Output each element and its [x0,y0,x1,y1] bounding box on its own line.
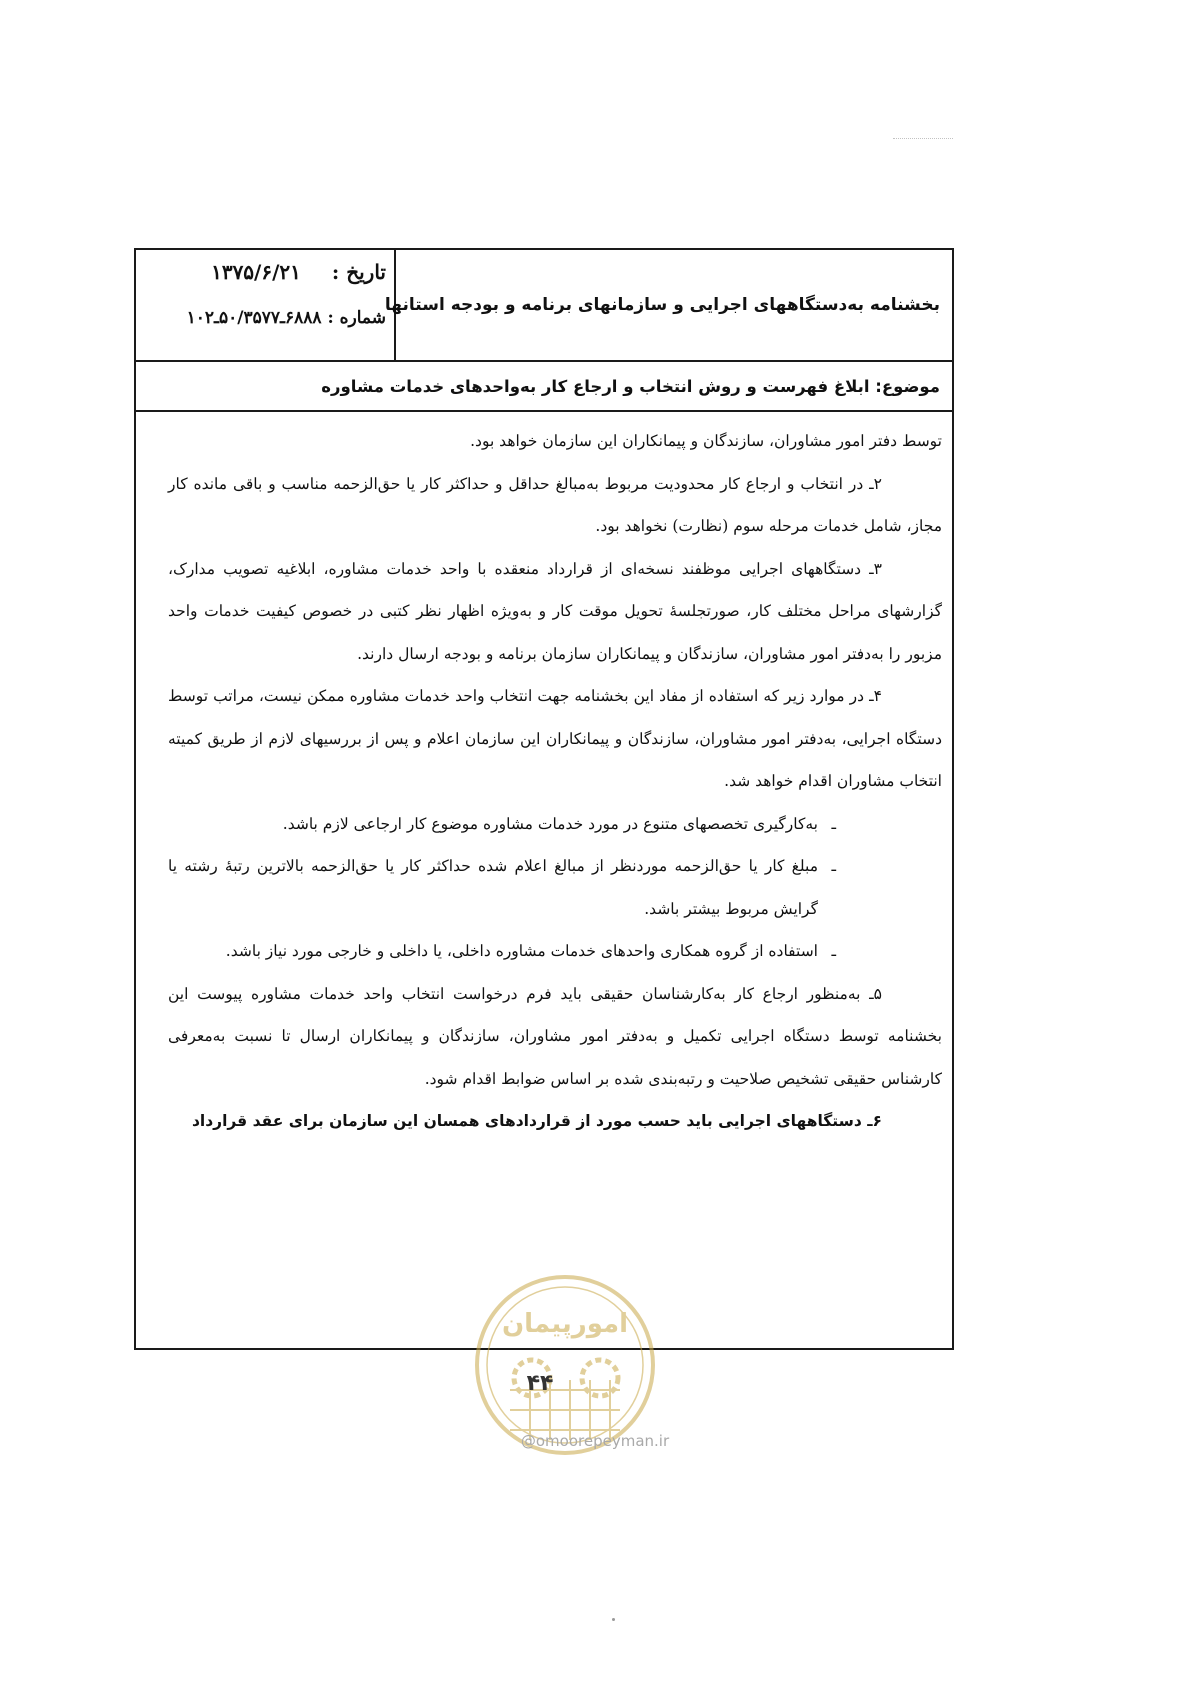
number-label: شماره : [327,308,386,328]
bullet-dash: ـ [831,942,836,960]
paragraph-4: ۴ـ در موارد زیر که استفاده از مفاد این بخشنامه جهت انتخاب واحد خدمات مشاوره ممکن نیست، مراتب توسط دستگاه اجرایی، به‌دفتر امور مشاوران، سازندگان و پیمانکاران این سازمان اعلام و پس از بررسیهای لازم از طریق کمیته انتخاب مشاوران اقدام خواهد شد. [168,687,942,790]
page-number: ۴۴ [526,1371,554,1396]
date-value: ۱۳۷۵/۶/۲۱ [211,260,301,284]
paragraph-2: ۲ـ در انتخاب و ارجاع کار محدودیت مربوط به‌مبالغ حداقل و حداکثر کار یا حق‌الزحمه مناسب و باقی مانده کار مجاز، شامل خدمات مرحله سوم (نظارت) نخواهد بود. [168,474,942,535]
subject-row [136,362,952,412]
date-label: تاریخ : [331,260,386,284]
bullet-dash: ـ [831,857,836,875]
number-line [142,308,386,328]
paragraph-6: ۶ـ دستگاههای اجرایی باید حسب مورد از قراردادهای همسان این سازمان برای عقد قرارداد [191,1112,882,1130]
bullet-text: به‌کارگیری تخصصهای متنوع در مورد خدمات مشاوره موضوع کار ارجاعی لازم باشد. [282,814,818,833]
number-value: ۶۸۸۸ـ۵۰/۳۵۷۷ـ۱۰۲ [186,308,322,328]
bullet-item [168,803,942,846]
paragraph-continuation: توسط دفتر امور مشاوران، سازندگان و پیمانکاران این سازمان خواهد بود. [470,432,942,450]
body-text [168,420,942,1143]
bullet-item [168,845,942,930]
circular-title: بخشنامه به‌دستگاههای اجرایی و سازمانهای برنامه و بودجه استانها [384,295,940,315]
header-meta [136,250,396,360]
paragraph-5: ۵ـ به‌منظور ارجاع کار به‌کارشناسان حقیقی باید فرم درخواست انتخاب واحد خدمات مشاوره پیوست این بخشنامه توسط دستگاه اجرایی تکمیل و به‌دفتر امور مشاوران، سازندگان و پیمانکاران ارسال تا نسبت به‌معرفی کارشناس حقیقی تشخیص صلاحیت و رتبه‌بندی شده بر اساس ضوابط اقدام شود. [168,984,942,1088]
scan-artifact [612,1618,615,1621]
bullet-dash: ـ [831,814,836,833]
bullet-text: استفاده از گروه همکاری واحدهای خدمات مشاوره داخلی، یا داخلی و خارجی مورد نیاز باشد. [225,942,818,960]
date-line [142,260,386,284]
stamp-text: امورپیمان [501,1309,629,1339]
subject-line: موضوع: ابلاغ فهرست و روش انتخاب و ارجاع کار به‌واحدهای خدمات مشاوره [321,376,940,396]
header-title-cell [384,250,952,360]
bullet-item [168,930,942,973]
scan-artifact [893,138,953,145]
bullet-text: مبلغ کار یا حق‌الزحمه موردنظر از مبالغ اعلام شده حداکثر کار یا حق‌الزحمه بالاترین رتبهٔ رشته یا گرایش مربوط بیشتر باشد. [168,857,818,918]
watermark: @omoorepeyman.ir [520,1432,670,1450]
header-row [136,250,952,362]
paragraph-3: ۳ـ دستگاههای اجرایی موظفند نسخه‌ای از قرارداد منعقده با واحد خدمات مشاوره، ابلاغیه تصویب مدارک، گزارشهای مراحل مختلف کار، صورتجلسهٔ تحویل موقت کار و به‌ویژه اظهار نظر کتبی در خصوص کیفیت خدمات واحد مزبور را به‌دفتر امور مشاوران، سازندگان و پیمانکاران سازمان برنامه و بودجه ارسال دارند. [168,559,942,663]
